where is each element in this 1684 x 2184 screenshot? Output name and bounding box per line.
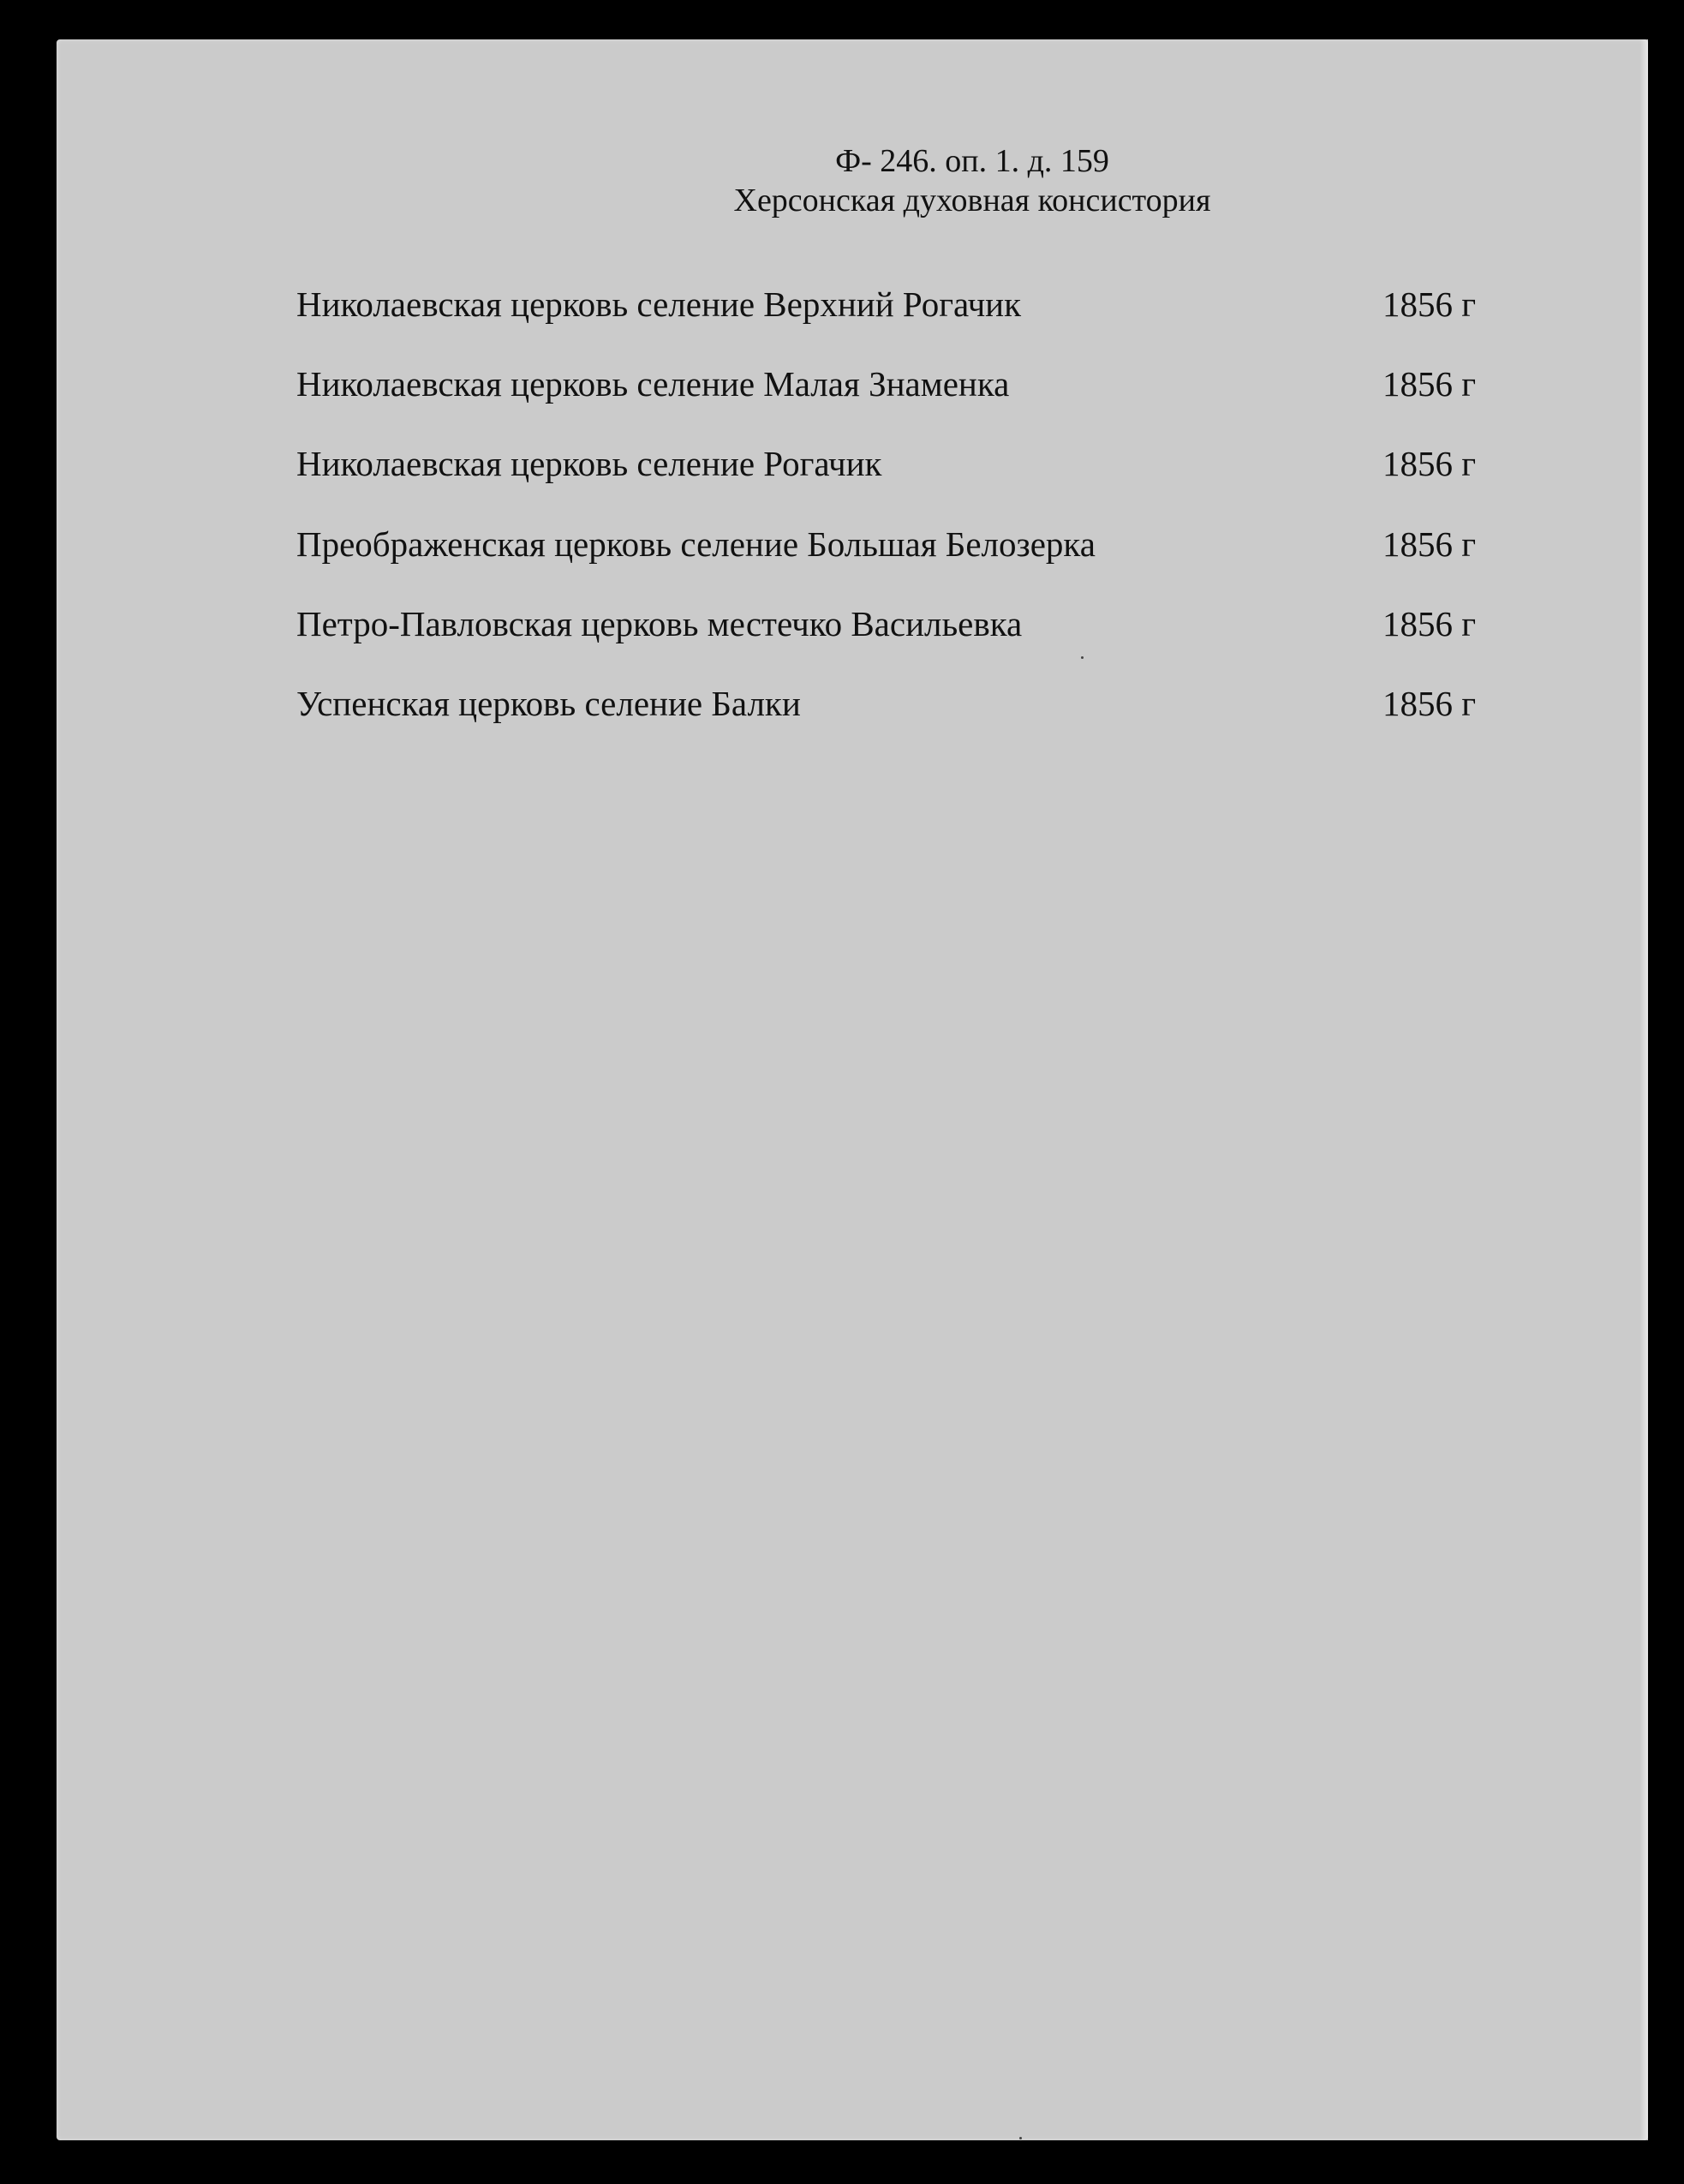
- entry-name: Николаевская церковь селение Малая Знаменка: [296, 364, 1010, 404]
- entry-year: 1856 г: [1382, 364, 1477, 404]
- list-item: [296, 602, 1496, 645]
- entry-year: 1856 г: [1382, 684, 1477, 723]
- entry-year: 1856 г: [1382, 524, 1477, 564]
- list-item: [296, 283, 1496, 326]
- scan-speck: [1081, 656, 1084, 659]
- archive-reference: Ф- 246. оп. 1. д. 159: [835, 143, 1109, 179]
- entry-year: 1856 г: [1382, 444, 1477, 483]
- entry-year: 1856 г: [1382, 604, 1477, 643]
- list-item: [296, 362, 1496, 405]
- entry-name: Преображенская церковь селение Большая Белозерка: [296, 524, 1096, 564]
- list-item: [296, 682, 1496, 725]
- entry-name: Николаевская церковь селение Рогачик: [296, 444, 882, 483]
- entry-year: 1856 г: [1382, 284, 1477, 324]
- entry-name: Николаевская церковь селение Верхний Рогачик: [296, 284, 1022, 324]
- list-item: [296, 523, 1496, 565]
- list-item: [296, 442, 1496, 485]
- document-page: [57, 39, 1648, 2140]
- organization-title: Херсонская духовная консистория: [733, 182, 1211, 218]
- page-edge: [1639, 39, 1648, 2140]
- entry-name: Петро-Павловская церковь местечко Васильевка: [296, 604, 1023, 643]
- scan-speck: [1019, 2137, 1022, 2139]
- entry-name: Успенская церковь селение Балки: [296, 684, 801, 723]
